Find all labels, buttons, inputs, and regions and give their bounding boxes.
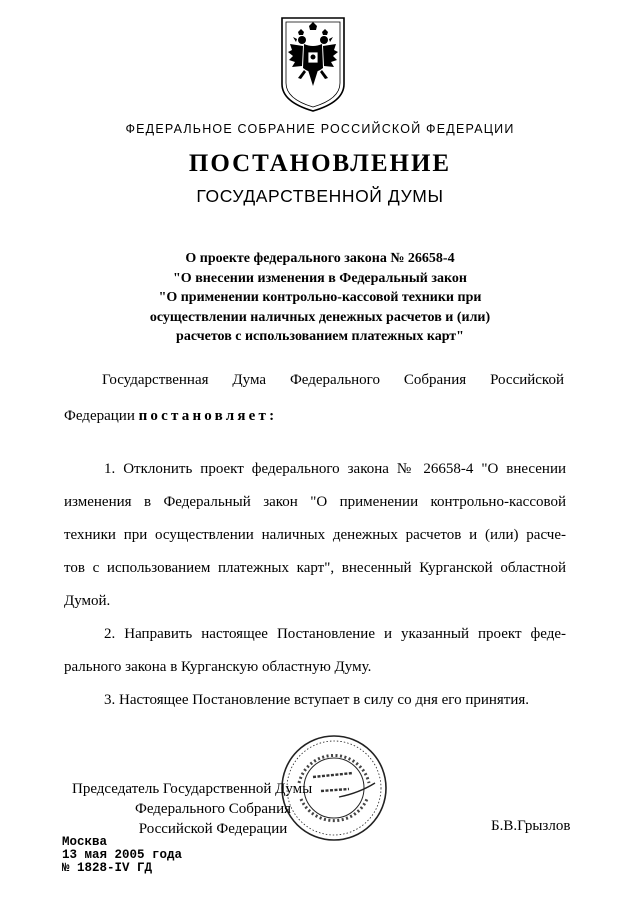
document-type: ПОСТАНОВЛЕНИЕ <box>188 150 452 177</box>
preamble-decree-word: постановляет: <box>138 408 278 424</box>
coat-of-arms-icon <box>268 14 358 114</box>
signer-position-line: Федерального Собрания <box>134 801 292 817</box>
signer-position-line: Председатель Государственной Думы <box>72 781 313 797</box>
preamble-line <box>64 408 277 425</box>
place: Москва <box>62 835 108 849</box>
item-3-line: 3. Настоящее Постановление вступает в силу со дня его принятия. <box>104 692 530 708</box>
place-date-stamp <box>62 836 182 875</box>
item-1-line: изменения в Федеральный закон "О применении контрольно-кассовой <box>64 494 566 510</box>
item-1-line: тов с использованием платежных карт", внесенный Курганской областной <box>64 560 566 576</box>
organization-name: ФЕДЕРАЛЬНОЕ СОБРАНИЕ РОССИЙСКОЙ ФЕДЕРАЦИИ <box>125 122 515 136</box>
title-line: расчетов с использованием платежных карт" <box>176 329 464 344</box>
signer-position <box>72 779 324 839</box>
title-line: О проекте федерального закона № 26658-4 <box>185 251 455 266</box>
item-1-line: Думой. <box>64 593 111 609</box>
item-2-line: рального закона в Курганскую областную Думу. <box>64 659 372 675</box>
document-number: № 1828-IV ГД <box>62 861 153 875</box>
date: 13 мая 2005 года <box>62 848 183 862</box>
item-1-line: техники при осуществлении наличных денежных расчетов и (или) расче- <box>64 527 566 543</box>
title-line: осуществлении наличных денежных расчетов и (или) <box>149 309 491 325</box>
document-title <box>120 249 520 347</box>
title-line: "О применении контрольно-кассовой техники при <box>158 290 482 305</box>
signer-position-line: Российской Федерации <box>138 821 288 837</box>
signer-name: Б.В.Грызлов <box>491 818 571 834</box>
title-line: "О внесении изменения в Федеральный закон <box>173 270 467 286</box>
preamble-line: Государственная Дума Федерального Собрания Российской <box>102 372 564 388</box>
preamble-prefix: Федерации <box>64 408 139 424</box>
item-2-line: 2. Направить настоящее Постановление и указанный проект феде- <box>104 626 566 642</box>
document-subtype: ГОСУДАРСТВЕННОЙ ДУМЫ <box>196 186 444 206</box>
item-1-line: 1. Отклонить проект федерального закона № 26658-4 "О внесении <box>104 461 566 477</box>
